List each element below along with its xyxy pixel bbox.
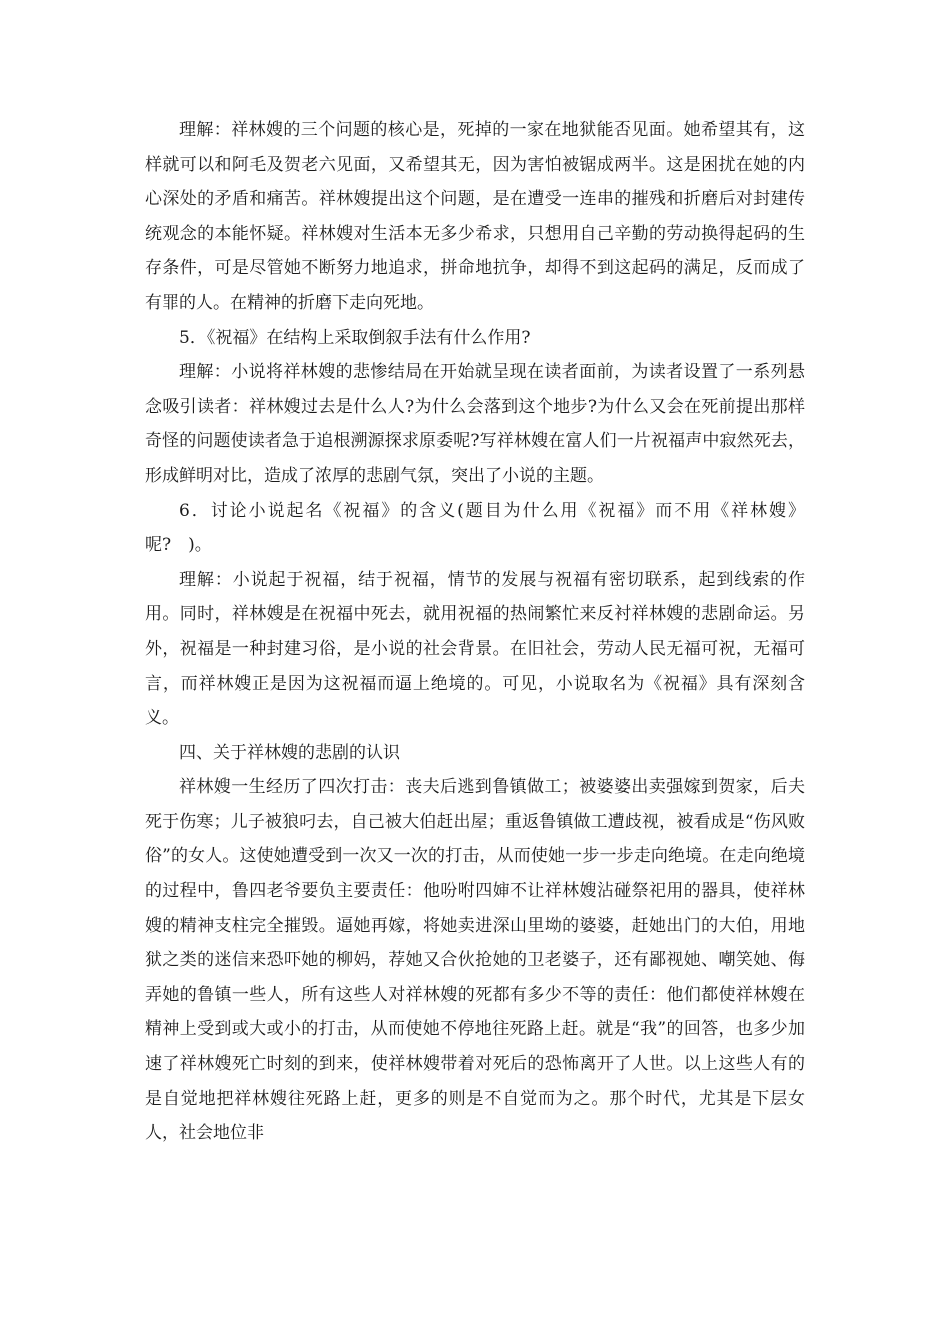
paragraph-understanding-title-meaning: 理解：小说起于祝福，结于祝福，情节的发展与祝福有密切联系，起到线索的作用。同时，祥林嫂是在祝福中死去，就用祝福的热闹繁忙来反衬祥林嫂的悲剧命运。另外，祝福是一种封建习俗，是小说的社会背景。在旧社会，劳动人民无福可祝，无福可言，而祥林嫂正是因为这祝福而逼上绝境的。可见，小说取名为《祝福》具有深刻含义。 (145, 569, 805, 729)
document-page (145, 113, 805, 1151)
question-5-heading: 5．《祝福》在结构上采取倒叙手法有什么作用? (179, 327, 531, 348)
paragraph-understanding-three-questions: 理解：祥林嫂的三个问题的核心是，死掉的一家在地狱能否见面。她希望其有，这样就可以和阿毛及贺老六见面，又希望其无，因为害怕被锯成两半。这是困扰在她的内心深处的矛盾和痛苦。祥林嫂提出这个问题，是在遭受一连串的摧残和折磨后对封建传统观念的本能怀疑。祥林嫂对生活本无多少希求，只想用自己辛勤的劳动换得起码的生存条件，可是尽管她不断努力地追求，拼命地抗争，却得不到这起码的满足，反而成了有罪的人。在精神的折磨下走向死地。 (145, 120, 805, 313)
paragraph-understanding-flashback: 理解：小说将祥林嫂的悲惨结局在开始就呈现在读者面前，为读者设置了一系列悬念吸引读者：祥林嫂过去是什么人?为什么会落到这个地步?为什么又会在死前提出那样奇怪的问题使读者急于追根溯源探求原委呢?写祥林嫂在富人们一片祝福声中寂然死去，形成鲜明对比，造成了浓厚的悲剧气氛，突出了小说的主题。 (145, 362, 805, 486)
paragraph-tragedy-analysis: 祥林嫂一生经历了四次打击：丧夫后逃到鲁镇做工；被婆婆出卖强嫁到贺家，后夫死于伤寒；儿子被狼叼去，自己被大伯赶出屋；重返鲁镇做工遭歧视，被看成是“伤风败俗”的女人。这使她遭受到一次又一次的打击，从而使她一步一步走向绝境。在走向绝境的过程中，鲁四老爷要负主要责任：他吩咐四婶不让祥林嫂沾碰祭祀用的器具，使祥林嫂的精神支柱完全摧毁。逼她再嫁，将她卖进深山里坳的婆婆，赶她出门的大伯，用地狱之类的迷信来恐吓她的柳妈，荐她又合伙抢她的卫老婆子，还有鄙视她、嘲笑她、侮弄她的鲁镇一些人，所有这些人对祥林嫂的死都有多少不等的责任：他们都使祥林嫂在精神上受到或大或小的打击，从而使她不停地往死路上赶。就是“我”的回答，也多少加速了祥林嫂死亡时刻的到来，使祥林嫂带着对死后的恐怖离开了人世。以上这些人有的是自觉地把祥林嫂往死路上赶，更多的则是不自觉而为之。那个时代，尤其是下层女人，社会地位非 (145, 777, 805, 1144)
question-6-heading: 6．讨论小说起名《祝福》的含义(题目为什么用《祝福》而不用《祥林嫂》呢? )。 (145, 500, 805, 556)
section-4-heading: 四、关于祥林嫂的悲剧的认识 (179, 742, 400, 763)
